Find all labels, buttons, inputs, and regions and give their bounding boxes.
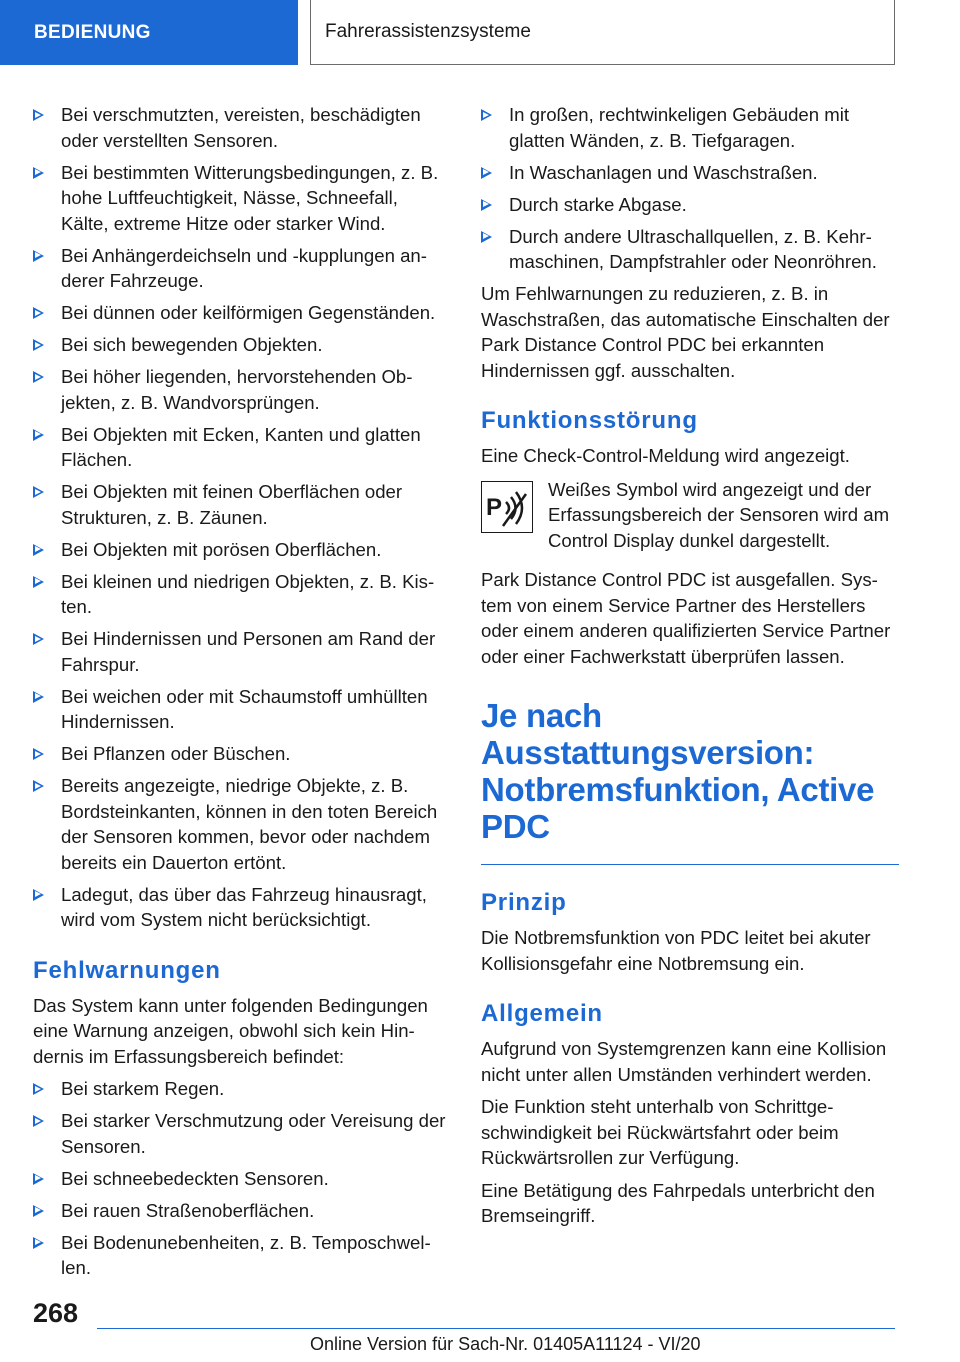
list-item: Durch andere Ultraschallquellen, z. B. Kehrmaschinen, Dampfstrahler oder Neonröhren.	[481, 224, 899, 275]
list-item: Bei weichen oder mit Schaumstoff umhüllten Hindernissen.	[33, 684, 448, 735]
bullet-triangle-icon	[33, 633, 44, 645]
allgemein-text-2: Die Funktion steht unterhalb von Schrittgeschwindigkeit bei Rückwärtsfahrt oder beim Rückwärtsrollen zur Verfügung.	[481, 1096, 839, 1168]
bullet-triangle-icon	[33, 780, 44, 792]
list-item: Bei verschmutzten, vereisten, beschädigten oder verstellten Sensoren.	[33, 102, 448, 153]
chapter-title-box	[310, 0, 895, 65]
allgemein-text-1: Aufgrund von Systemgrenzen kann eine Kollision nicht unter allen Umständen verhindert werden.	[481, 1038, 887, 1085]
list-item: Bei dünnen oder keilförmigen Gegenständen.	[33, 300, 448, 326]
bullet-triangle-icon	[481, 231, 492, 243]
list-item: Bei kleinen und niedrigen Objekten, z. B. Kisten.	[33, 569, 448, 620]
list-item: Bei Pflanzen oder Büschen.	[33, 741, 448, 767]
bullet-triangle-icon	[33, 1237, 44, 1249]
pdc-status-block	[481, 477, 899, 554]
list-item: Bei Anhängerdeichseln und -kupplungen anderer Fahrzeuge.	[33, 243, 448, 294]
list-item: Bei Objekten mit porösen Oberflächen.	[33, 537, 448, 563]
bullet-triangle-icon	[33, 576, 44, 588]
list-item: Durch starke Abgase.	[481, 192, 899, 218]
list-item: Bei schneebedeckten Sensoren.	[33, 1166, 448, 1192]
symbol-description: Weißes Symbol wird angezeigt und der Erfassungsbereich der Sensoren wird am Control Display dunkel dargestellt.	[548, 478, 890, 551]
heading-divider	[481, 864, 899, 865]
section-label: BEDIENUNG	[34, 21, 151, 43]
list-item: Bei Objekten mit Ecken, Kanten und glatten Flächen.	[33, 422, 448, 473]
bullet-triangle-icon	[33, 307, 44, 319]
bullet-triangle-icon	[33, 371, 44, 383]
bullet-triangle-icon	[33, 429, 44, 441]
allgemein-text-3: Eine Betätigung des Fahrpedals unterbricht den Bremseingriff.	[481, 1179, 875, 1226]
bullet-triangle-icon	[33, 1083, 44, 1095]
page-number: 268	[33, 1298, 79, 1328]
list-item: Bei starkem Regen.	[33, 1076, 448, 1102]
pdc-failed-text: Park Distance Control PDC ist ausgefallen. System von einem Service Partner des Herstellers oder einem anderen qualifizierten Service Partner oder einer Fachwerkstatt überprüfen lassen.	[481, 569, 891, 667]
bullet-triangle-icon	[33, 748, 44, 760]
park-distance-control-icon	[481, 481, 533, 533]
right-column	[481, 102, 899, 1236]
bullet-triangle-icon	[33, 889, 44, 901]
fehlwarnungen-heading: Fehlwarnungen	[33, 956, 221, 984]
list-item: In großen, rechtwinkeligen Gebäuden mit glatten Wänden, z. B. Tiefgaragen.	[481, 102, 899, 153]
bullet-triangle-icon	[33, 109, 44, 121]
list-item: Bei Hindernissen und Personen am Rand der Fahrspur.	[33, 626, 448, 677]
notbremsfunktion-heading: Je nach Ausstattungsversion: Notbremsfunktion, Active PDC	[481, 697, 875, 845]
funktionsstoerung-heading: Funktionsstörung	[481, 407, 698, 434]
list-item: Ladegut, das über das Fahrzeug hinausragt, wird vom System nicht berücksichtigt.	[33, 882, 448, 933]
bullet-triangle-icon	[33, 1173, 44, 1185]
chapter-title: Fahrerassistenzsysteme	[325, 21, 531, 42]
footer-version-text: Online Version für Sach-Nr. 01405A11124 - VI/20	[310, 1334, 701, 1354]
list-item: Bei höher liegenden, hervorstehenden Objekten, z. B. Wandvorsprüngen.	[33, 364, 448, 415]
section-tab	[0, 0, 298, 65]
list-item: Bei Objekten mit feinen Oberflächen oder Strukturen, z. B. Zäunen.	[33, 479, 448, 530]
list-item: Bei starker Verschmutzung oder Vereisung der Sensoren.	[33, 1108, 448, 1159]
bullet-triangle-icon	[33, 1205, 44, 1217]
bullet-triangle-icon	[481, 109, 492, 121]
bullet-triangle-icon	[33, 691, 44, 703]
bullet-triangle-icon	[481, 199, 492, 211]
prinzip-text: Die Notbremsfunktion von PDC leitet bei akuter Kollisionsgefahr eine Notbremsung ein.	[481, 927, 871, 974]
reduce-warnings-text: Um Fehlwarnungen zu reduzieren, z. B. in Waschstraßen, das automatische Einschalten der Park Distance Control PDC bei erkannten Hindernissen ggf. ausschalten.	[481, 283, 890, 381]
list-item: In Waschanlagen und Waschstraßen.	[481, 160, 899, 186]
false-warning-list-continued	[481, 102, 899, 275]
left-column	[33, 102, 448, 1287]
fehlwarnungen-intro: Das System kann unter folgenden Bedingungen eine Warnung anzeigen, obwohl sich kein Hindernis im Erfassungsbereich befindet:	[33, 994, 428, 1067]
list-item: Bei rauen Straßenoberflächen.	[33, 1198, 448, 1224]
prinzip-heading: Prinzip	[481, 889, 567, 916]
bullet-triangle-icon	[33, 544, 44, 556]
allgemein-heading: Allgemein	[481, 1000, 603, 1027]
sensor-limit-list	[33, 102, 448, 933]
list-item: Bei sich bewegenden Objekten.	[33, 332, 448, 358]
bullet-triangle-icon	[33, 250, 44, 262]
check-control-text: Eine Check-Control-Meldung wird angezeigt.	[481, 445, 850, 466]
bullet-triangle-icon	[481, 167, 492, 179]
list-item: Bei bestimmten Witterungsbedingungen, z. B. hohe Luftfeuchtigkeit, Nässe, Schneefall, Kälte, extreme Hitze oder starker Wind.	[33, 160, 448, 237]
footer-divider	[97, 1328, 895, 1329]
svg-text:P: P	[486, 493, 503, 521]
bullet-triangle-icon	[33, 339, 44, 351]
list-item: Bei Bodenunebenheiten, z. B. Temposchwellen.	[33, 1230, 448, 1281]
false-warning-list	[33, 1076, 448, 1281]
bullet-triangle-icon	[33, 167, 44, 179]
bullet-triangle-icon	[33, 486, 44, 498]
bullet-triangle-icon	[33, 1115, 44, 1127]
list-item: Bereits angezeigte, niedrige Objekte, z. B. Bordsteinkanten, können in den toten Bereich der Sensoren kommen, bevor oder nachdem bereits ein Dauerton ertönt.	[33, 773, 448, 875]
